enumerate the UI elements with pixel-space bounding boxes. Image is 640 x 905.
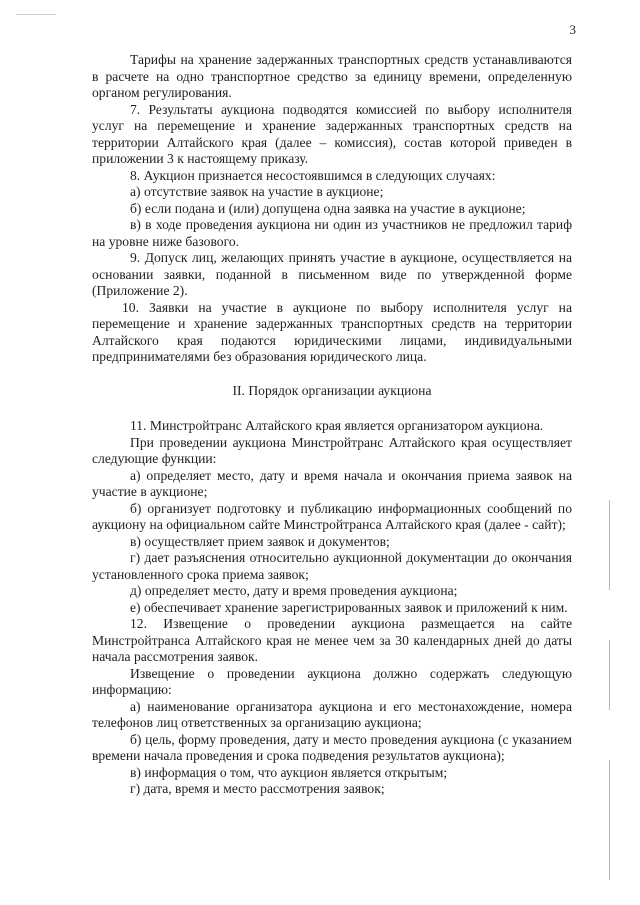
page-number: 3 [569, 22, 576, 37]
scan-margin-line [609, 500, 610, 590]
paragraph: 7. Результаты аукциона подводятся комиссией по выбору исполнителя услуг на перемещение и хранение задержанных транспортных средств на территории Алтайского края (далее – комиссия), состав которой приведен в приложении 3 к настоящему приказу. [92, 101, 572, 166]
paragraph: 8. Аукцион признается несостоявшимся в следующих случаях: [130, 167, 496, 183]
scan-artifact [16, 14, 56, 15]
list-item: б) цель, форму проведения, дату и место проведения аукциона (с указанием времени начала проведения и срока подведения результатов аукциона); [92, 731, 572, 763]
scan-margin-line [609, 760, 610, 880]
list-item: б) если подана и (или) допущена одна заявка на участие в аукционе; [130, 200, 526, 216]
list-item: г) дает разъяснения относительно аукционной документации до окончания установленного срока приема заявок; [92, 550, 572, 582]
paragraph: 12. Извещение о проведении аукциона размещается на сайте Минстройтранса Алтайского края не менее чем за 30 календарных дней до даты начала рассмотрения заявок. [92, 616, 572, 664]
list-item: а) наименование организатора аукциона и его местонахождение, номера телефонов лиц ответственных за организацию аукциона; [92, 698, 572, 730]
paragraph: 10. Заявки на участие в аукционе по выбору исполнителя услуг на перемещение и хранение задержанных транспортных средств на территории Алтайского края подаются юридическими лицами, индивидуальными предпринимателями без образования юридического лица. [92, 299, 572, 364]
section-heading: II. Порядок организации аукциона [232, 382, 432, 398]
scan-margin-line [609, 640, 610, 710]
list-item: е) обеспечивает хранение зарегистрированных заявок и приложений к ним. [130, 599, 568, 615]
paragraph: 11. Минстройтранс Алтайского края является организатором аукциона. [130, 418, 544, 433]
list-item: г) дата, время и место рассмотрения заявок; [130, 781, 385, 796]
paragraph: Тарифы на хранение задержанных транспортных средств устанавливаются в расчете на одно транспортное средство за единицу времени, определенную органом регулирования. [92, 52, 572, 100]
list-item: а) определяет место, дату и время начала и окончания приема заявок на участие в аукционе; [92, 467, 572, 499]
list-item: б) организует подготовку и публикацию информационных сообщений по аукциону на официальном сайте Минстройтранса Алтайского края (далее - сайт); [92, 500, 572, 532]
list-item: в) информация о том, что аукцион является открытым; [130, 764, 448, 780]
list-item: а) отсутствие заявок на участие в аукционе; [130, 184, 384, 199]
document-body [92, 52, 572, 798]
paragraph: При проведении аукциона Минстройтранс Алтайского края осуществляет следующие функции: [92, 434, 572, 466]
list-item: в) осуществляет прием заявок и документов; [130, 533, 390, 549]
list-item: в) в ходе проведения аукциона ни один из участников не предложил тариф на уровне ниже базового. [92, 217, 572, 249]
paragraph: 9. Допуск лиц, желающих принять участие в аукционе, осуществляется на основании заявки, поданной в письменном виде по утвержденной форме (Приложение 2). [92, 250, 572, 298]
paragraph: Извещение о проведении аукциона должно содержать следующую информацию: [92, 665, 572, 697]
list-item: д) определяет место, дату и время проведения аукциона; [130, 583, 458, 598]
